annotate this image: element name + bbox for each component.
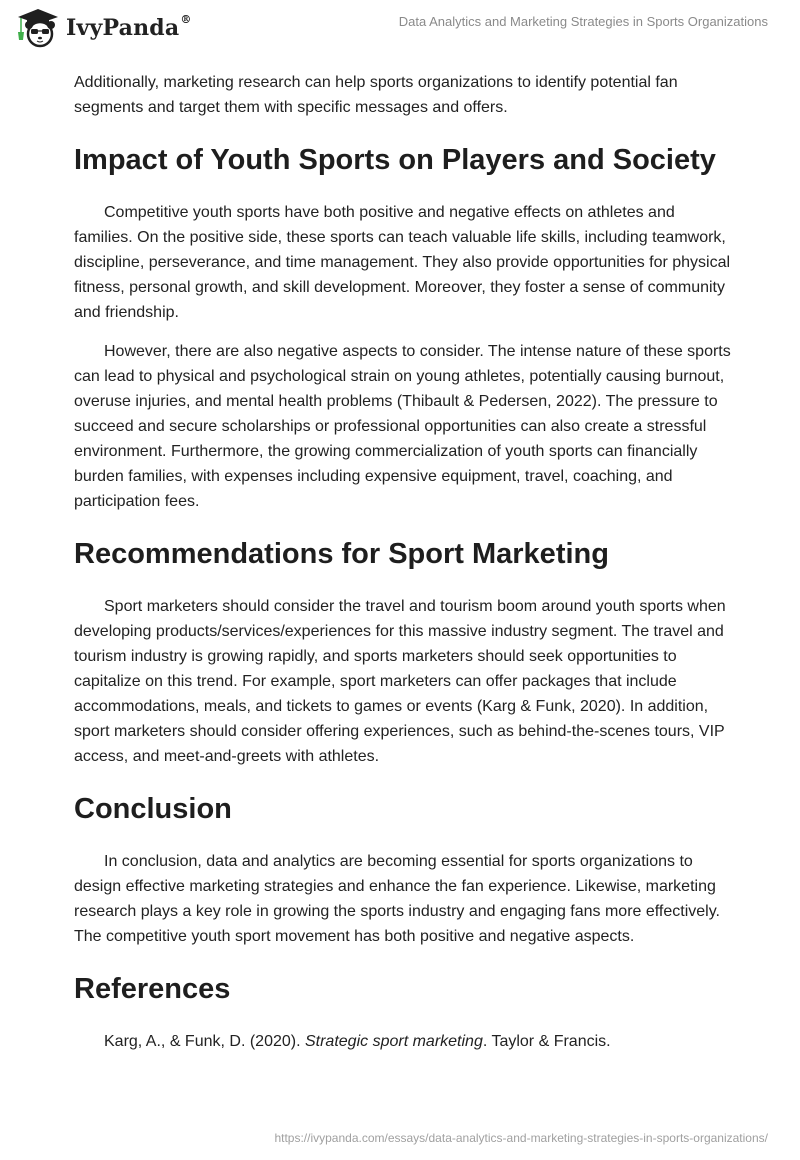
section-heading-references: References [74, 973, 231, 1005]
essay-content [74, 70, 734, 1054]
paragraph: Sport marketers should consider the travel and tourism boom around youth sports when developing products/services/experiences for this massive industry segment. The travel and tourism industry is growing rapidly, and sports marketers should seek opportunities to capitalize on this trend. For example, sport marketers can offer packages that include accommodations, meals, and tickets to games or events (Karg & Funk, 2020). In addition, sport marketers should consider offering experiences, such as behind-the-scenes tours, VIP access, and meet-and-greets with athletes. [74, 598, 726, 765]
paragraph: However, there are also negative aspects to consider. The intense nature of these sports can lead to physical and psychological strain on young athletes, potentially causing burnout, overuse injuries, and mental health problems (Thibault & Pedersen, 2022). The pressure to succeed and secure scholarships or professional opportunities can also create a stressful environment. Furthermore, the growing commercialization of youth sports can financially burden families, with expenses including expensive equipment, travel, coaching, and participation fees. [74, 343, 731, 510]
paragraph: In conclusion, data and analytics are becoming essential for sports organizations to design effective marketing strategies and enhance the fan experience. Likewise, marketing research plays a key role in growing the sports industry and engaging fans more effectively. The competitive youth sport movement has both positive and negative aspects. [74, 853, 720, 945]
paragraph: Competitive youth sports have both positive and negative effects on athletes and families. On the positive side, these sports can teach valuable life skills, including teamwork, discipline, perseverance, and time management. They also provide opportunities for physical fitness, personal growth, and skill development. Moreover, they foster a sense of community and friendship. [74, 204, 731, 321]
document-title: Data Analytics and Marketing Strategies in Sports Organizations [398, 14, 768, 29]
section-heading-conclusion: Conclusion [74, 793, 232, 825]
logo-text: IvyPanda® [66, 13, 192, 41]
panda-graduate-icon [16, 8, 60, 48]
section-heading-recommendations: Recommendations for Sport Marketing [74, 538, 609, 570]
reference-entry: Karg, A., & Funk, D. (2020). Strategic sport marketing. Taylor & Francis. [104, 1033, 611, 1050]
page-header [0, 0, 800, 60]
intro-paragraph: Additionally, marketing research can help sports organizations to identify potential fan segments and target them with specific messages and offers. [74, 74, 678, 116]
logo[interactable] [16, 8, 192, 48]
section-heading-youth-sports: Impact of Youth Sports on Players and Society [74, 144, 716, 176]
source-url[interactable]: https://ivypanda.com/essays/data-analytics-and-marketing-strategies-in-sports-organizations/ [274, 1131, 768, 1145]
reference-title: Strategic sport marketing [304, 1033, 483, 1050]
